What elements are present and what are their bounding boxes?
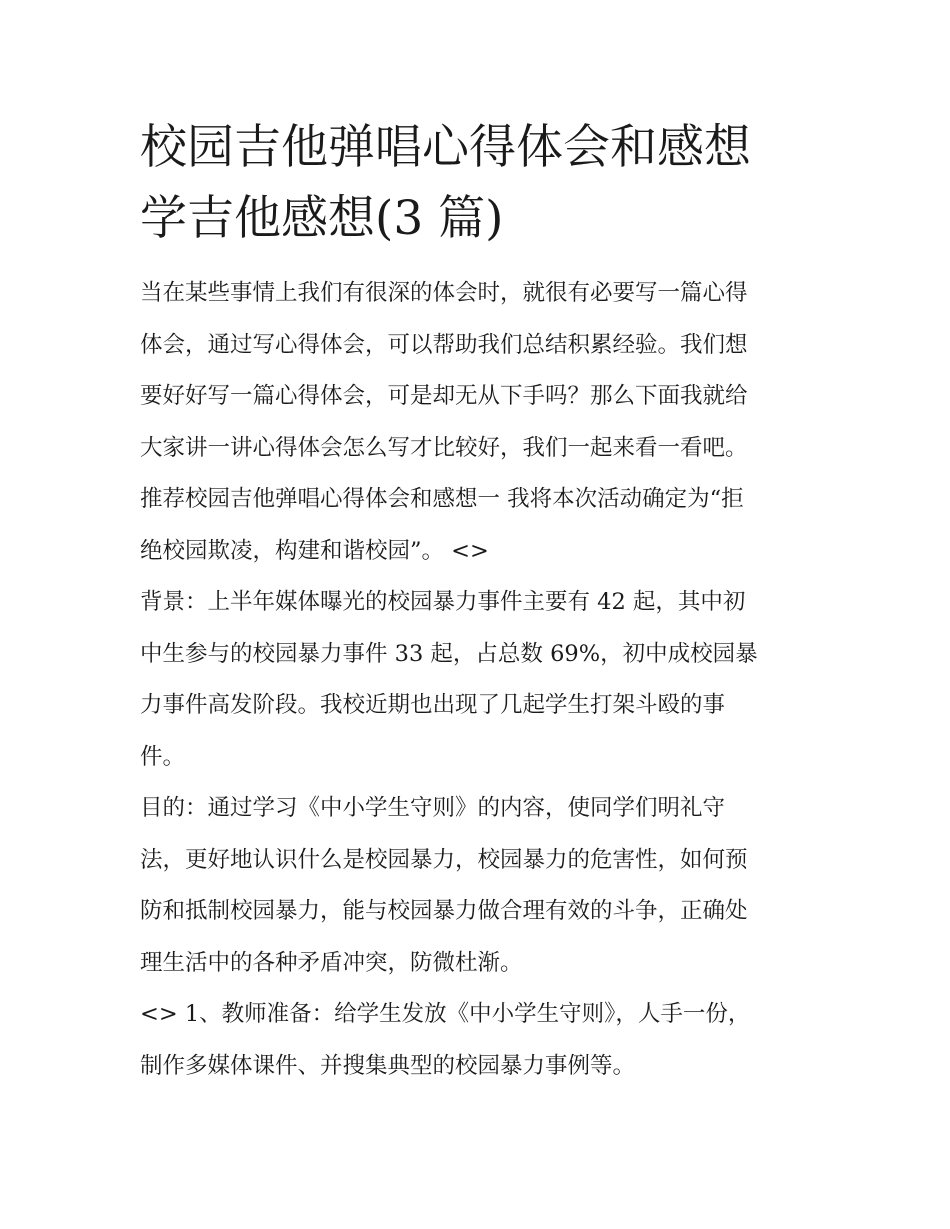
text-line: 力事件高发阶段。我校近期也出现了几起学生打架斗殴的事 <box>140 692 726 718</box>
text-line: 背景：上半年媒体曝光的校园暴力事件主要有 42 起，其中初 <box>140 589 746 615</box>
document-title <box>140 112 820 254</box>
title-line: 校园吉他弹唱心得体会和感想 <box>140 120 751 175</box>
text-line: 推荐校园吉他弹唱心得体会和感想一 我将本次活动确定为“拒 <box>140 486 744 512</box>
text-line: 大家讲一讲心得体会怎么写才比较好，我们一起来看一看吧。 <box>140 434 748 461</box>
title-line: 学吉他感想(3 篇) <box>140 191 504 246</box>
text-line: 防和抵制校园暴力，能与校园暴力做合理有效的斗争，正确处 <box>140 898 748 924</box>
text-line: <> 1、教师准备：给学生发放《中小学生守则》，人手一份， <box>140 1001 751 1027</box>
text-line: 法，更好地认识什么是校园暴力，校园暴力的危害性，如何预 <box>140 846 748 873</box>
text-line: 要好好写一篇心得体会，可是却无从下手吗？那么下面我就给 <box>140 383 748 409</box>
document-page <box>140 112 820 1092</box>
text-line: 中生参与的校园暴力事件 33 起，占总数 69%，初中成校园暴 <box>140 640 758 667</box>
purpose-paragraph <box>140 783 820 989</box>
text-line: 理生活中的各种矛盾冲突，防微杜渐。 <box>140 949 523 976</box>
text-line: 制作多媒体课件、并搜集典型的校园暴力事例等。 <box>140 1052 636 1079</box>
background-paragraph <box>140 577 820 783</box>
intro-paragraph <box>140 268 820 577</box>
text-line: 目的：通过学习《中小学生守则》的内容，使同学们明礼守 <box>140 795 726 821</box>
text-line: 当在某些事情上我们有很深的体会时，就很有必要写一篇心得 <box>140 280 748 306</box>
text-line: 绝校园欺凌，构建和谐校园”。 <> <box>140 537 489 564</box>
text-line: 体会，通过写心得体会，可以帮助我们总结积累经验。我们想 <box>140 331 748 358</box>
preparation-paragraph <box>140 989 820 1092</box>
text-line: 件。 <box>140 743 186 770</box>
